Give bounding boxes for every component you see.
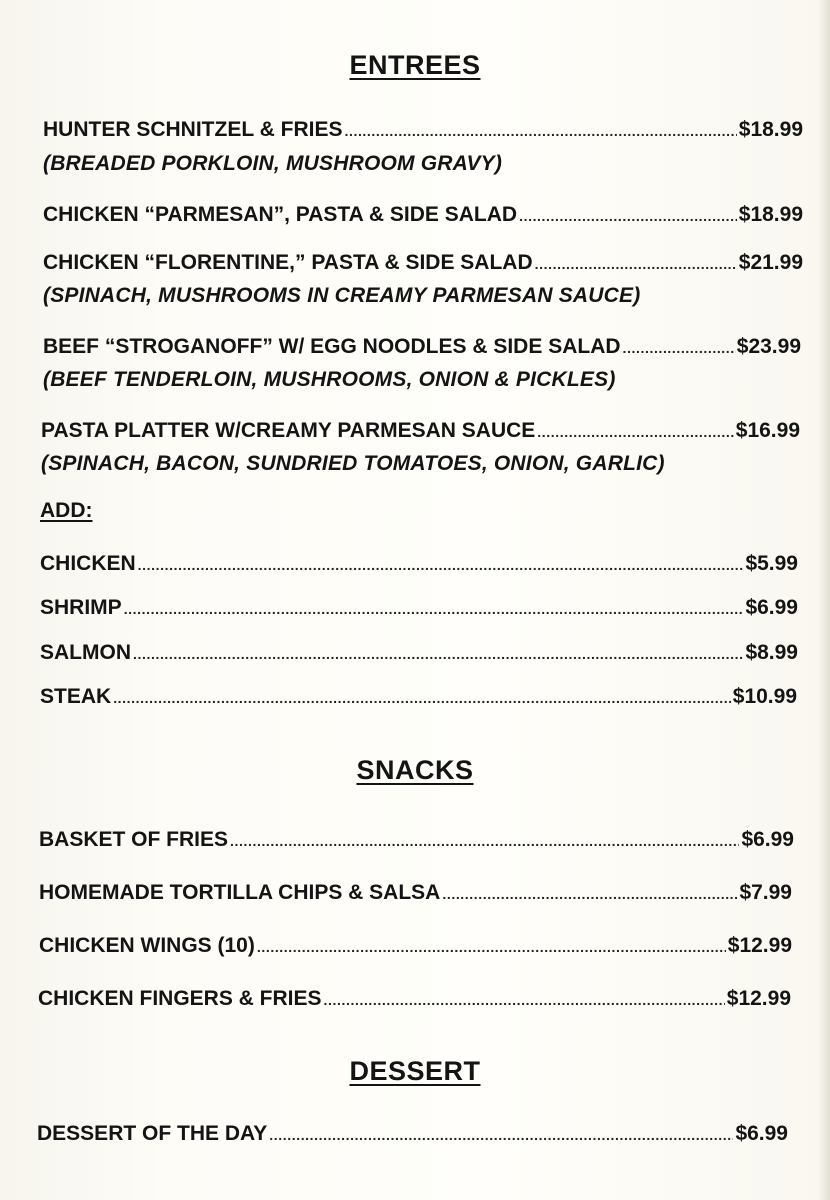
item-price: $6.99 — [745, 596, 798, 619]
item-price: $8.99 — [745, 641, 798, 664]
dot-leader — [257, 939, 726, 955]
add-item-steak — [40, 685, 797, 709]
snacks-heading: SNACKS — [356, 755, 474, 785]
item-price: $6.99 — [735, 1122, 788, 1145]
item-name: CHICKEN WINGS (10) — [39, 934, 255, 957]
item-price: $6.99 — [741, 828, 794, 851]
snack-item-chicken-fingers — [38, 987, 791, 1011]
dot-leader — [537, 424, 733, 440]
item-name: CHICKEN — [40, 552, 136, 575]
item-name: CHICKEN “PARMESAN”, PASTA & SIDE SALAD — [43, 203, 518, 226]
dot-leader — [133, 646, 743, 662]
item-description: (BREADED PORKLOIN, MUSHROOM GRAVY) — [43, 152, 503, 175]
menu-item-chicken-parmesan — [43, 203, 803, 227]
dot-leader — [519, 208, 737, 224]
dot-leader — [442, 886, 737, 902]
add-item-salmon — [40, 641, 798, 665]
menu-item-pasta-platter — [41, 419, 800, 443]
dessert-item-of-the-day — [37, 1122, 788, 1146]
item-price: $7.99 — [739, 881, 792, 904]
menu-item-chicken-florentine — [43, 251, 803, 275]
menu-item-hunter-schnitzel — [43, 118, 803, 142]
dot-leader — [269, 1127, 733, 1143]
item-name: CHICKEN “FLORENTINE,” PASTA & SIDE SALAD — [43, 251, 533, 274]
dessert-heading: DESSERT — [349, 1056, 481, 1086]
menu-item-beef-stroganoff — [43, 335, 801, 359]
item-price: $23.99 — [736, 335, 801, 358]
add-item-chicken — [40, 552, 798, 576]
item-price: $5.99 — [745, 552, 798, 575]
item-price: $10.99 — [732, 685, 797, 708]
item-price: $12.99 — [726, 987, 791, 1010]
item-price: $16.99 — [735, 419, 800, 442]
item-name: BEEF “STROGANOFF” W/ EGG NOODLES & SIDE SALAD — [43, 335, 621, 358]
page-edge-shadow — [818, 0, 830, 1200]
item-name: STEAK — [40, 685, 112, 708]
snack-item-chicken-wings — [39, 934, 792, 958]
item-description: (SPINACH, BACON, SUNDRIED TOMATOES, ONION, GARLIC) — [41, 452, 665, 475]
item-name: SALMON — [40, 641, 131, 664]
dot-leader — [344, 123, 736, 139]
snack-item-tortilla-chips — [39, 881, 792, 905]
dot-leader — [124, 601, 744, 617]
item-name: HUNTER SCHNITZEL & FRIES — [43, 118, 343, 141]
dot-leader — [113, 690, 731, 706]
item-price: $18.99 — [738, 118, 803, 141]
item-name: HOMEMADE TORTILLA CHIPS & SALSA — [39, 881, 441, 904]
add-subheading: ADD: — [40, 499, 93, 522]
snack-item-basket-of-fries — [39, 828, 794, 852]
dot-leader — [138, 557, 744, 573]
dot-leader — [230, 833, 739, 849]
item-name: PASTA PLATTER W/CREAMY PARMESAN SAUCE — [41, 419, 536, 442]
item-price: $12.99 — [727, 934, 792, 957]
dot-leader — [623, 340, 735, 356]
item-description: (BEEF TENDERLOIN, MUSHROOMS, ONION & PICKLES) — [43, 368, 616, 391]
item-name: BASKET OF FRIES — [39, 828, 229, 851]
item-name: DESSERT OF THE DAY — [37, 1122, 268, 1145]
item-name: SHRIMP — [40, 596, 122, 619]
entrees-heading: ENTREES — [349, 50, 481, 80]
dot-leader — [535, 256, 737, 272]
item-price: $21.99 — [738, 251, 803, 274]
item-description: (SPINACH, MUSHROOMS IN CREAMY PARMESAN SAUCE) — [43, 284, 641, 307]
item-price: $18.99 — [738, 203, 803, 226]
dot-leader — [324, 992, 725, 1008]
add-item-shrimp — [40, 596, 798, 620]
item-name: CHICKEN FINGERS & FRIES — [38, 987, 322, 1010]
